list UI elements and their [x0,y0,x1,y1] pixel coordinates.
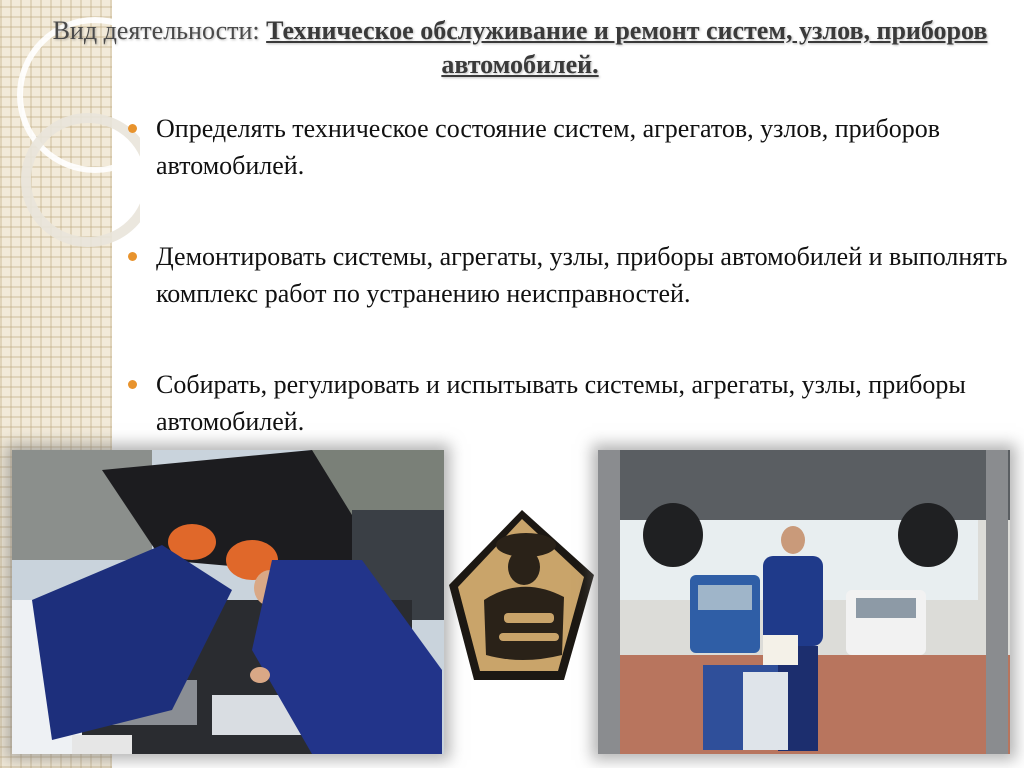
bullet-item [122,110,1012,184]
mechanic-at-lift-photo [598,450,1010,754]
mechanics-under-hood-photo [12,450,444,754]
title-prefix: Вид деятельности: [52,16,267,45]
bullet-text: Демонтировать системы, агрегаты, узлы, приборы автомобилей и выполнять комплекс работ по устранению неисправностей. [156,242,1008,308]
bullet-list [122,110,1012,494]
title-main: Техническое обслуживание и ремонт систем, узлов, приборов автомобилей. [266,16,988,79]
slide-title [40,14,1000,82]
bullet-item [122,238,1012,312]
bullet-icon [128,380,137,389]
bullet-text: Собирать, регулировать и испытывать системы, агрегаты, узлы, приборы автомобилей. [156,370,966,436]
bullet-icon [128,252,137,261]
bullet-text: Определять техническое состояние систем, агрегатов, узлов, приборов автомобилей. [156,114,941,180]
mechanic-emblem-icon [444,505,600,685]
bullet-item [122,366,1012,440]
bullet-icon [128,124,137,133]
